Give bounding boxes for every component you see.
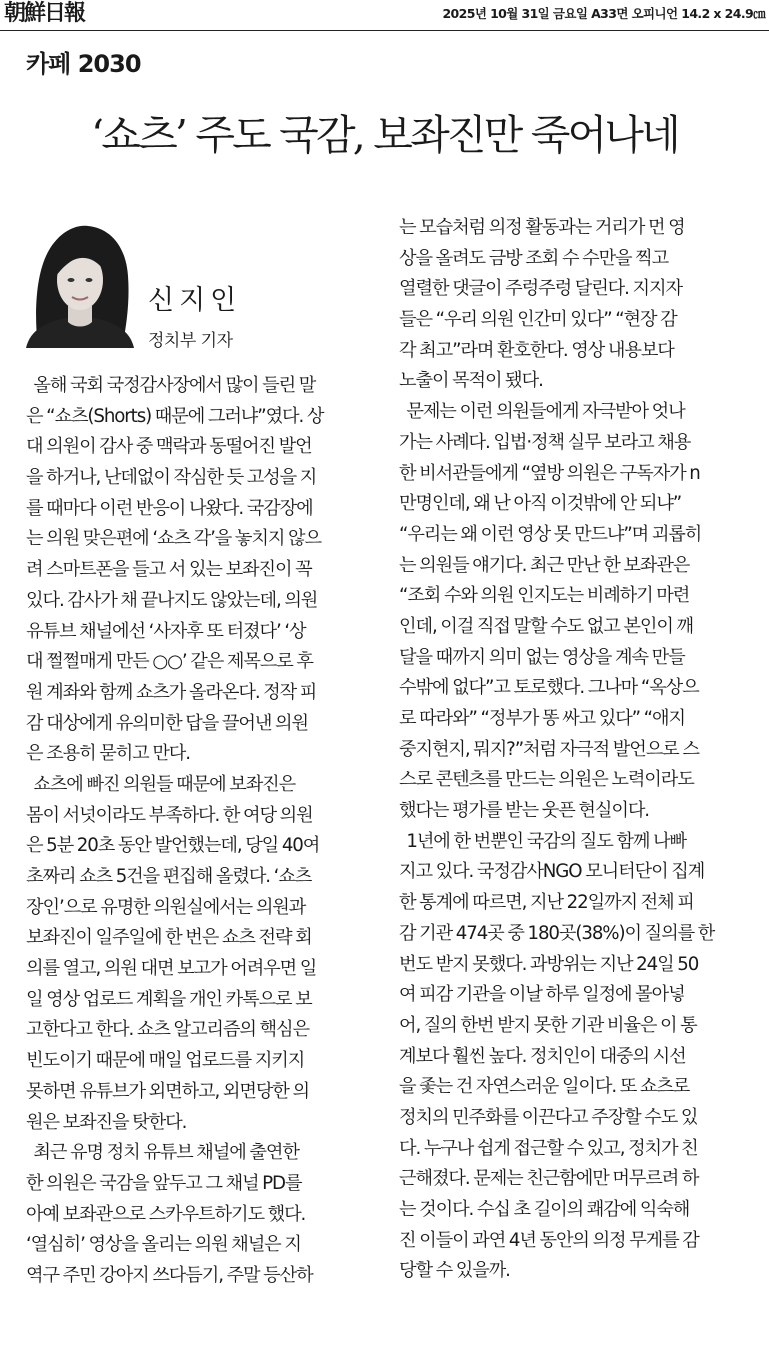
text-line: 여 피감 기관을 이날 하루 일정에 몰아넣 [399, 984, 685, 1006]
author-title: 정치부 기자 [148, 331, 233, 351]
text-line: 역구 주민 강아지 쓰다듬기, 주말 등산하 [26, 1264, 313, 1286]
text-line: 다. 누구나 쉽게 접근할 수 있고, 정치가 친 [399, 1137, 698, 1159]
text-line: 원 계좌와 함께 쇼츠가 올라온다. 정작 피 [26, 681, 317, 703]
text-line: 한 통계에 따르면, 지난 22일까지 전체 피 [399, 892, 694, 914]
text-line: 를 때마다 이런 반응이 나왔다. 국감장에 [26, 497, 313, 519]
text-line: 정치의 민주화를 이끈다고 주장할 수도 있 [399, 1106, 698, 1128]
text-line: 못하면 유튜브가 외면하고, 외면당한 의 [26, 1080, 309, 1102]
publication-info: 2025년 10월 31일 금요일 A33면 오피니언 14.2 x 24.9㎝ [442, 6, 765, 21]
text-line: 장인’으로 유명한 의원실에서는 의원과 [26, 896, 306, 918]
text-line: 의를 열고, 의원 대면 보고가 어려우면 일 [26, 958, 317, 980]
text-line: 중지현지, 뭐지?”처럼 자극적 발언으로 스 [399, 738, 699, 760]
text-line: 감 기관 474곳 중 180곳(38%)이 질의를 한 [399, 922, 715, 944]
text-line: 고한다고 한다. 쇼츠 알고리즘의 핵심은 [26, 1019, 309, 1041]
text-line: “우리는 왜 이런 영상 못 만드냐”며 괴롭히 [399, 523, 702, 545]
author-name: 신지인 [148, 285, 242, 316]
text-line: “조회 수와 의원 인지도는 비례하기 마련 [399, 585, 690, 607]
text-line: 문제는 이런 의원들에게 자극받아 엇나 [399, 401, 685, 423]
text-line: 열렬한 댓글이 주렁주렁 달린다. 지지자 [399, 278, 682, 300]
text-line: 있다. 감사가 채 끝나지도 않았는데, 의원 [26, 589, 318, 611]
text-line: 노출이 목적이 됐다. [399, 370, 543, 392]
headline: ‘쇼츠’ 주도 국감, 보좌진만 죽어나네 [91, 111, 678, 159]
article-column-right [399, 213, 751, 1287]
author-photo [26, 218, 134, 348]
text-line: 초짜리 쇼츠 5건을 편집해 올렸다. ‘쇼츠 [26, 866, 312, 887]
text-line: 은 조용히 묻히고 만다. [26, 743, 190, 765]
text-line: 지고 있다. 국정감사NGO 모니터단이 집계 [399, 861, 705, 883]
masthead [0, 0, 769, 31]
text-line: 근해졌다. 문제는 친근함에만 머무르려 하 [399, 1168, 699, 1190]
text-line: 는 것이다. 수십 초 길이의 쾌감에 익숙해 [399, 1199, 690, 1220]
section-title: 카페 2030 [26, 50, 141, 78]
text-line: 올해 국회 국정감사장에서 많이 들린 말 [26, 375, 316, 396]
text-line: 상을 올려도 금방 조회 수 수만을 찍고 [399, 247, 669, 269]
text-line: 달을 때까지 의미 없는 영상을 계속 만들 [399, 646, 685, 668]
text-line: ‘열심히’ 영상을 올리는 의원 채널은 지 [26, 1234, 301, 1256]
text-line: 인데, 이걸 직접 말할 수도 없고 본인이 깨 [399, 615, 693, 637]
text-line: 만명인데, 왜 난 아직 이것밖에 안 되냐” [399, 493, 682, 515]
text-line: 한 의원은 국감을 앞두고 그 채널 PD를 [26, 1172, 302, 1194]
text-line: 한 비서관들에게 “옆방 의원은 구독자가 n [399, 462, 700, 484]
text-line: 은 “쇼츠(Shorts) 때문에 그러냐”였다. 상 [26, 405, 324, 427]
text-line: 려 스마트폰을 들고 서 있는 보좌진이 꼭 [26, 559, 312, 581]
text-line: 각 최고”라며 환호한다. 영상 내용보다 [399, 339, 674, 361]
text-line: 몸이 서넛이라도 부족하다. 한 여당 의원 [26, 804, 313, 826]
text-line: 일 영상 업로드 계획을 개인 카톡으로 보 [26, 988, 312, 1010]
text-line: 는 모습처럼 의정 활동과는 거리가 먼 영 [399, 217, 685, 238]
text-line: 대 쩔쩔매게 만든 ○○’ 같은 제목으로 후 [26, 651, 313, 673]
text-line: 감 대상에게 유의미한 답을 끌어낸 의원 [26, 712, 308, 734]
text-line: 유튜브 채널에선 ‘사자후 또 터졌다’ ‘상 [26, 620, 306, 642]
text-line: 1년에 한 번뿐인 국감의 질도 함께 나빠 [399, 830, 686, 852]
text-line: 보좌진이 일주일에 한 번은 쇼츠 전략 회 [26, 927, 312, 949]
text-line: 빈도이기 때문에 매일 업로드를 지키지 [26, 1050, 305, 1072]
text-line: 원은 보좌진을 탓한다. [26, 1111, 187, 1133]
text-line: 대 의원이 감사 중 맥락과 동떨어진 발언 [26, 436, 312, 458]
text-line: 로 따라와” “정부가 똥 싸고 있다” “애지 [399, 708, 685, 729]
article-column-left [26, 371, 378, 1292]
text-line: 쇼츠에 빠진 의원들 때문에 보좌진은 [26, 773, 296, 795]
text-line: 어, 질의 한번 받지 못한 기관 비율은 이 통 [399, 1014, 697, 1036]
text-line: 계보다 훨씬 높다. 정치인이 대중의 시선 [399, 1045, 686, 1067]
text-line: 최근 유명 정치 유튜브 채널에 출연한 [26, 1142, 299, 1164]
text-line: 아예 보좌관으로 스카우트하기도 했다. [26, 1203, 306, 1225]
text-line: 스로 콘텐츠를 만드는 의원은 노력이라도 [399, 769, 694, 791]
text-line: 들은 “우리 의원 인간미 있다” “현장 감 [399, 309, 677, 331]
text-line: 을 하거나, 난데없이 작심한 듯 고성을 지 [26, 467, 317, 489]
text-line: 가는 사례다. 입법·정책 실무 보라고 채용 [399, 431, 691, 453]
newspaper-logo: 朝鮮日報 [4, 0, 85, 26]
text-line: 은 5분 20초 동안 발언했는데, 당일 40여 [26, 835, 320, 857]
text-line: 는 의원 맞은편에 ‘쇼츠 각’을 놓치지 않으 [26, 528, 321, 550]
text-line: 을 좇는 건 자연스러운 일이다. 또 쇼츠로 [399, 1076, 690, 1098]
text-line: 번도 받지 못했다. 과방위는 지난 24일 50 [399, 953, 699, 975]
text-line: 진 이들이 과연 4년 동안의 의정 무게를 감 [399, 1229, 699, 1251]
text-line: 는 의원들 얘기다. 최근 만난 한 보좌관은 [399, 554, 690, 576]
column-gutter [385, 208, 386, 1358]
text-line: 수밖에 없다”고 토로했다. 그나마 “옥상으 [399, 677, 699, 699]
text-line: 했다는 평가를 받는 웃픈 현실이다. [399, 800, 649, 822]
text-line: 당할 수 있을까. [399, 1260, 510, 1282]
